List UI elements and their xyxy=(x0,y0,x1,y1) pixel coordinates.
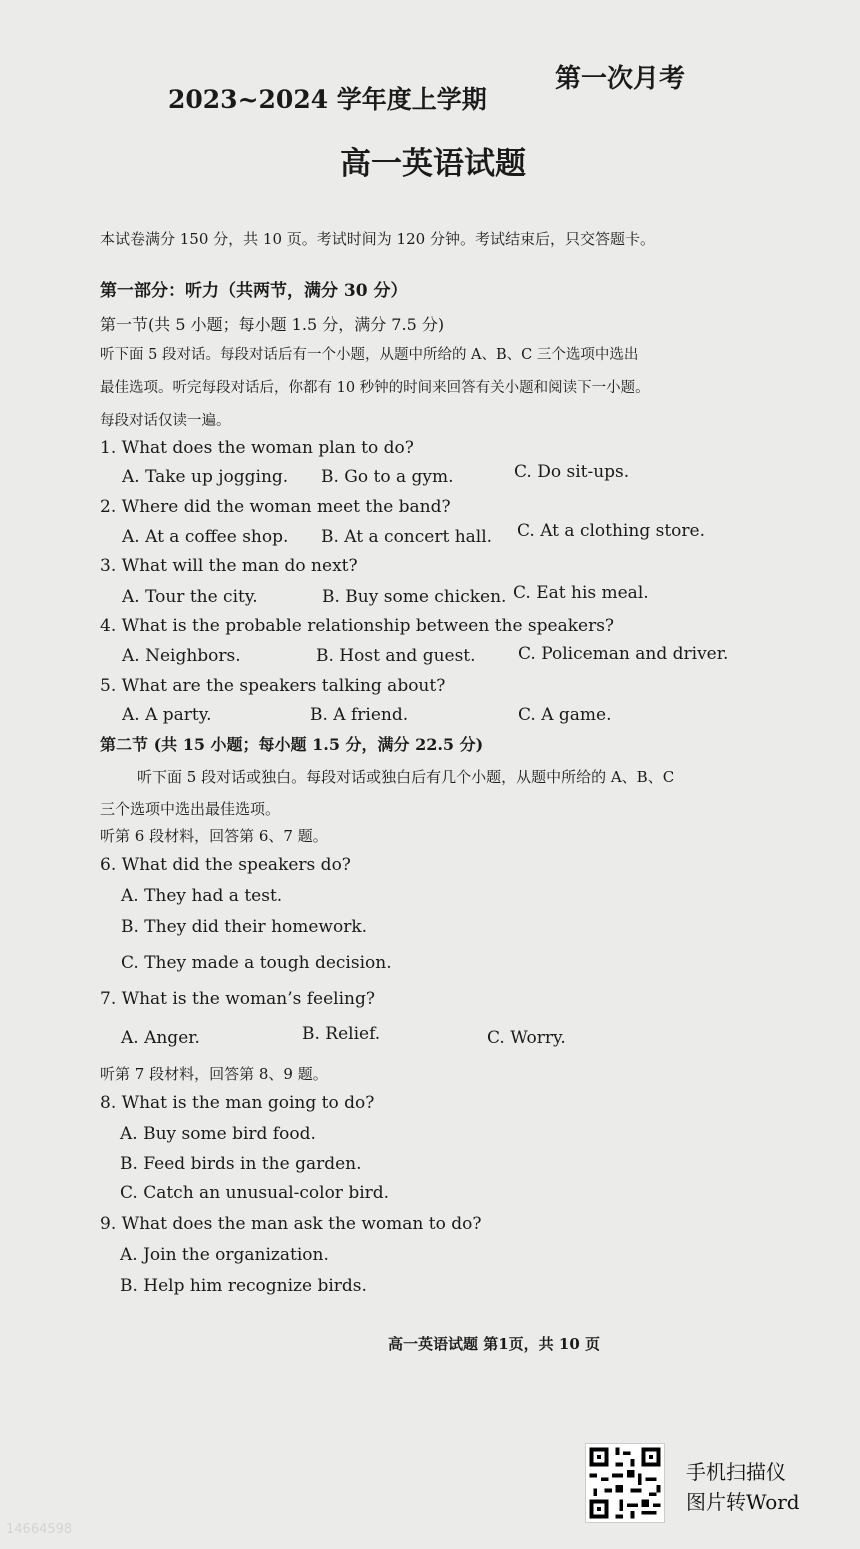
option-a: A. Neighbors. xyxy=(122,646,241,666)
question-text: 9. What does the man ask the woman to do? xyxy=(100,1214,482,1234)
page-footer: 高一英语试题 第1页，共 10 页 xyxy=(388,1335,600,1353)
option-c: C. Do sit-ups. xyxy=(514,462,630,482)
option-b: B. A friend. xyxy=(310,705,409,725)
option-c: C. Worry. xyxy=(487,1028,566,1048)
option-b: B. At a concert hall. xyxy=(321,527,493,547)
option-c: C. They made a tough decision. xyxy=(121,953,392,973)
question-text: 8. What is the man going to do? xyxy=(100,1093,375,1113)
option-a: A. They had a test. xyxy=(121,886,283,906)
option-b: B. Relief. xyxy=(302,1024,381,1044)
question-text: 2. Where did the woman meet the band? xyxy=(100,497,451,517)
watermark-number: 14664598 xyxy=(6,1522,73,1537)
option-a: A. Take up jogging. xyxy=(122,467,289,487)
question-text: 3. What will the man do next? xyxy=(100,556,358,576)
page-title: 高一英语试题 xyxy=(340,146,526,182)
question-text: 4. What is the probable relationship between the speakers? xyxy=(100,616,615,636)
qr-code-icon xyxy=(585,1443,665,1523)
option-a: A. At a coffee shop. xyxy=(122,527,289,547)
option-b: B. Feed birds in the garden. xyxy=(120,1154,362,1174)
question-text: 7. What is the woman’s feeling? xyxy=(100,989,375,1009)
term-heading: 2023~2024 学年度上学期 xyxy=(168,85,487,114)
option-a: A. Anger. xyxy=(121,1028,200,1048)
option-c: C. Policeman and driver. xyxy=(518,644,729,664)
brand-line-1: 手机扫描仪 xyxy=(686,1460,786,1484)
section1-instruction: 听下面 5 段对话。每段对话后有一个小题，从题中所给的 A、B、C 三个选项中选出 xyxy=(100,347,639,363)
option-b: B. Help him recognize birds. xyxy=(120,1276,367,1296)
material-note: 听第 7 段材料，回答第 8、9 题。 xyxy=(100,1065,328,1083)
option-b: B. Go to a gym. xyxy=(321,467,454,487)
option-a: A. Tour the city. xyxy=(122,587,258,607)
question-text: 5. What are the speakers talking about? xyxy=(100,676,446,696)
option-c: C. Catch an unusual-color bird. xyxy=(120,1183,390,1203)
option-a: A. Buy some bird food. xyxy=(120,1124,316,1144)
section1-instruction: 每段对话仅读一遍。 xyxy=(100,413,231,429)
option-c: C. Eat his meal. xyxy=(513,583,649,603)
option-c: C. A game. xyxy=(518,705,612,725)
option-a: A. A party. xyxy=(122,705,212,725)
exam-intro: 本试卷满分 150 分，共 10 页。考试时间为 120 分钟。考试结束后，只交答题卡。 xyxy=(100,230,655,248)
brand-line-2: 图片转Word xyxy=(686,1490,800,1514)
option-b: B. They did their homework. xyxy=(121,917,368,937)
question-text: 1. What does the woman plan to do? xyxy=(100,438,414,458)
section1-title: 第一节(共 5 小题；每小题 1.5 分，满分 7.5 分) xyxy=(100,315,445,334)
option-a: A. Join the organization. xyxy=(120,1245,329,1265)
section2-instruction: 三个选项中选出最佳选项。 xyxy=(100,800,281,818)
section2-instruction: 听下面 5 段对话或独白。每段对话或独白后有几个小题，从题中所给的 A、B、C xyxy=(137,768,675,786)
exam-heading: 第一次月考 xyxy=(555,64,686,94)
section2-title: 第二节 (共 15 小题；每小题 1.5 分，满分 22.5 分) xyxy=(100,735,484,754)
question-text: 6. What did the speakers do? xyxy=(100,855,351,875)
material-note: 听第 6 段材料，回答第 6、7 题。 xyxy=(100,827,328,845)
option-b: B. Buy some chicken. xyxy=(322,587,507,607)
option-b: B. Host and guest. xyxy=(316,646,476,666)
section1-instruction: 最佳选项。听完每段对话后，你都有 10 秒钟的时间来回答有关小题和阅读下一小题。 xyxy=(100,380,650,396)
part1-title: 第一部分：听力（共两节，满分 30 分） xyxy=(100,281,408,301)
option-c: C. At a clothing store. xyxy=(517,521,705,541)
